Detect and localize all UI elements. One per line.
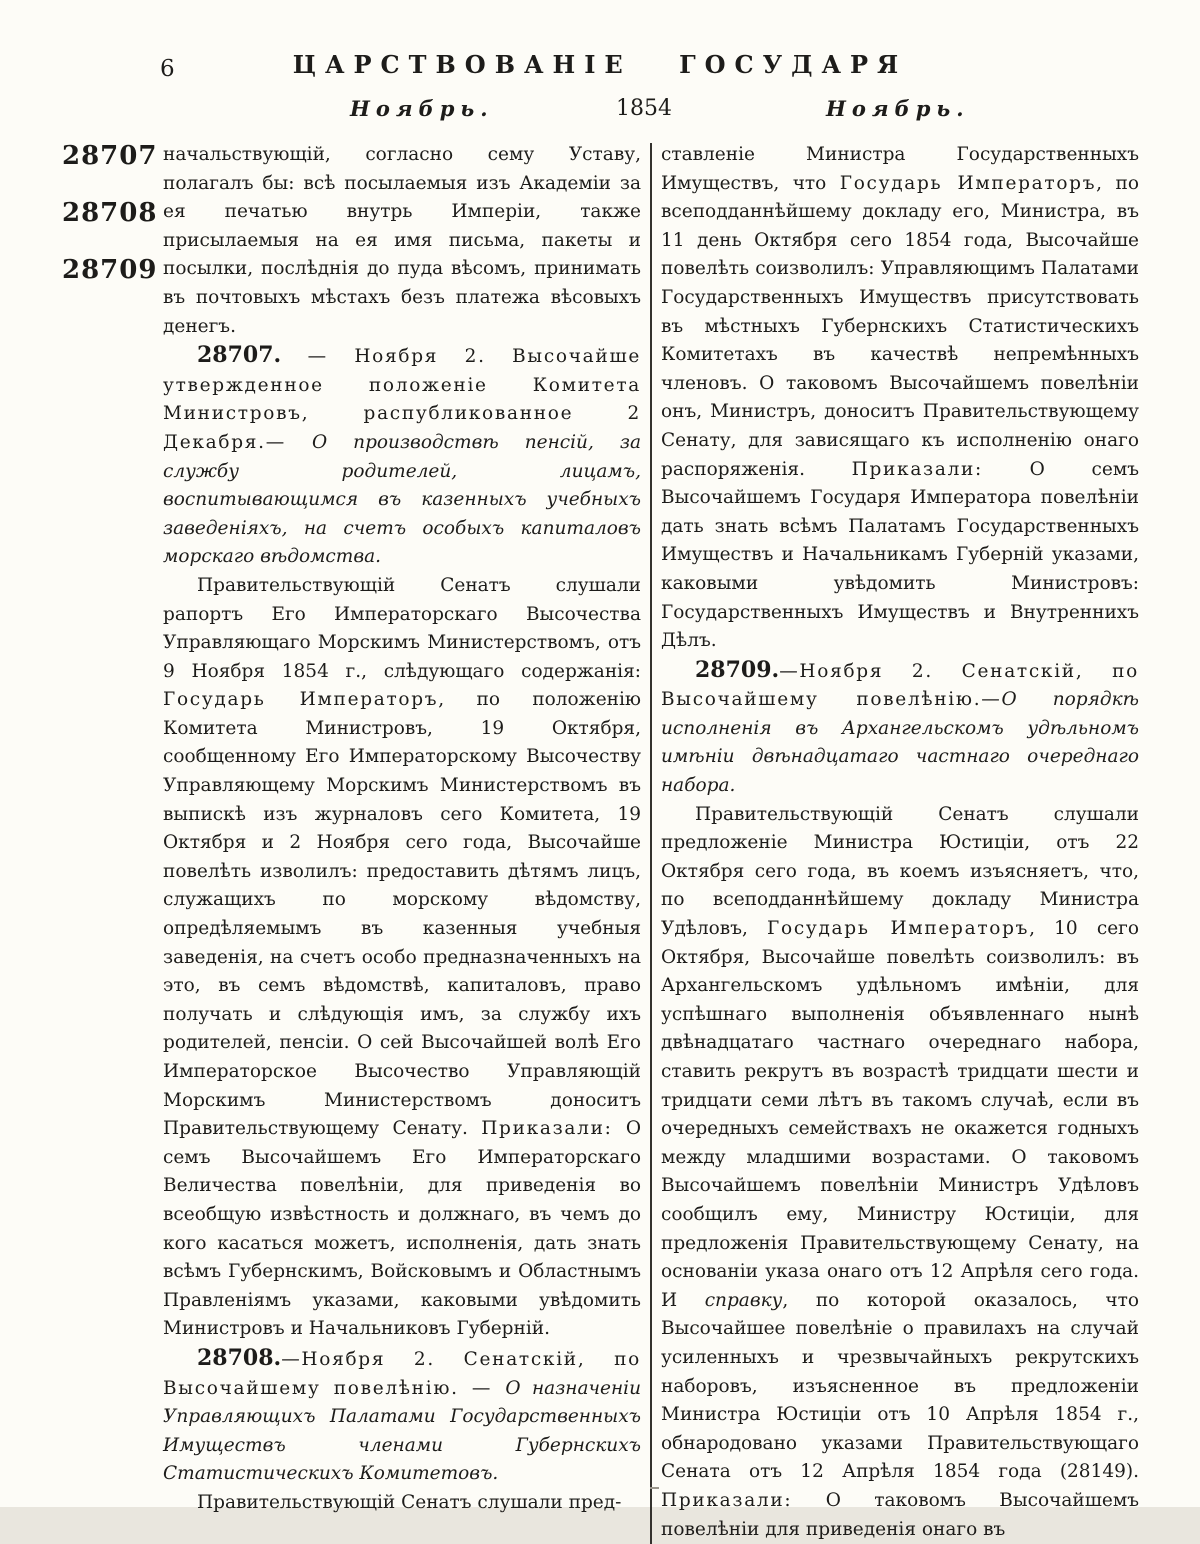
running-head [0, 50, 1200, 86]
text-segment: О семъ Высочайшемъ Государя Императора повелѣніи дать знать всѣмъ Палатамъ Государственныхъ Имуществъ и Начальникамъ Губерній указами, каковыми увѣдомить Министровъ: Государственныхъ Имуществъ и Внутреннихъ Дѣлъ. [661, 458, 1139, 652]
subheader-month-right: Ноябрь. [826, 96, 970, 121]
text-segment: , по всеподданнѣйшему докладу его, Министра, въ 11 день Октября сего 1854 года, Высочайше повелѣть соизволилъ: Управляющимъ Палатами Государственныхъ Имуществъ присутствовать въ мѣстныхъ Губернскихъ Статистическихъ Комитетахъ въ качествѣ непремѣнныхъ членовъ. О таковомъ Высочайшемъ повелѣніи онъ, Министръ, доноситъ Правительствующему Сенату, для зависящаго къ исполненію онаго распоряженія. [661, 172, 1139, 480]
text-segment: О назначеніи Управляющихъ Палатами Государственныхъ Имуществъ членами Губернскихъ Статистическихъ Комитетовъ. [163, 1377, 641, 1485]
text-segment: Правительствующій Сенатъ слушали предложеніе Министра Юстиціи, отъ 22 Октября сего года, въ коемъ изъясняетъ, что, по всеподданнѣйшему докладу Министра Удѣловъ, [661, 803, 1139, 940]
article-number: 28709. [695, 656, 780, 683]
text-segment: — Ноября 2. Высочайше утвержденное положеніе Комитета Министровъ, распубликованное 2 Декабря.— [163, 346, 641, 453]
text-segment: Правительствующій Сенатъ слушали пред- [197, 1491, 622, 1513]
paragraph [163, 341, 641, 572]
text-segment: Правительствующій Сенатъ слушали рапортъ Его Императорскаго Высочества Управляющаго Морскимъ Министерствомъ, отъ 9 Ноября 1854 г., слѣдующаго содержанія: [163, 574, 641, 682]
text-segment: , 10 сего Октября, Высочайше повелѣть соизволилъ: въ Архангельскомъ удѣльномъ имѣніи, для успѣшнаго выполненія объявленнаго нынѣ двѣнадцатаго частнаго очереднаго набора, ставить рекрутъ въ возрастѣ тридцати шести и тридцати семи лѣтъ въ такомъ случаѣ, если въ очередныхъ семействахъ не окажется годныхъ между младшими возрастами. О таковомъ Высочайшемъ повелѣніи Министръ Удѣловъ сообщилъ ему, Министру Юстиціи, для предложенія Правительствующему Сенату, на основаніи указа онаго отъ 12 Апрѣля сего года. И [661, 918, 1139, 1311]
right-column [661, 141, 1139, 1544]
margin-article-number: 28708 [62, 198, 158, 228]
text-segment: Государь Императоръ [767, 918, 1030, 940]
text-segment: О производствѣ пенсій, за службу родителей, лицамъ, воспитывающимся въ казенныхъ учебныхъ заведеніяхъ, на счетъ особыхъ капиталовъ морскаго вѣдомства. [163, 431, 641, 568]
text-segment: —Ноября 2. Сенатскій, по Высочайшему повелѣнію.— [661, 660, 1139, 711]
page-title: ЦАРСТВОВАНІЕ ГОСУДАРЯ [292, 50, 908, 79]
subheader [0, 96, 1200, 128]
two-column-text-block [163, 141, 1139, 1544]
text-segment: О таковомъ Высочайшемъ повелѣніи для приведенія онаго въ [661, 1489, 1139, 1540]
text-segment: начальствующій, согласно сему Уставу, полагалъ бы: всѣ посылаемыя изъ Академіи за ея печатью внутрь Имперіи, также присылаемыя на ея имя письма, пакеты и посылки, послѣднія до пуда вѣсомъ, принимать въ почтовыхъ мѣстахъ безъ платежа вѣсовыхъ денегъ. [163, 144, 641, 337]
footer-mark [650, 1487, 659, 1489]
article-number: 28708. [197, 1344, 282, 1371]
paragraph [661, 801, 1139, 1544]
paragraph [661, 141, 1139, 656]
text-segment: —Ноября 2. Сенатскій, по Высочайшему повелѣнію. — [163, 1348, 641, 1399]
text-segment: , по которой оказалось, что Высочайшее повелѣніе о правилахъ на случай усиленныхъ и чрезвычайныхъ рекрутскихъ наборовъ, изъясненное въ предложеніи Министра Юстиціи отъ 10 Апрѣля 1854 г., обнародовано указами Правительствующаго Сената отъ 12 Апрѣля 1854 года (28149). [661, 1289, 1139, 1483]
article-number: 28707. [197, 342, 282, 369]
text-segment: Государь Императоръ [163, 689, 439, 711]
margin-article-numbers [62, 140, 162, 311]
text-segment: О порядкѣ исполненія въ Архангельскомъ удѣльномъ имѣніи двѣнадцатаго частнаго очереднаго набора. [661, 689, 1139, 797]
paragraph [661, 656, 1139, 801]
left-column [163, 141, 641, 1544]
margin-article-number: 28709 [62, 255, 158, 285]
paragraph [163, 1489, 641, 1518]
text-segment: Государь Императоръ [839, 172, 1097, 194]
subheader-month-left: Ноябрь. [350, 96, 494, 121]
margin-article-number: 28707 [62, 141, 158, 171]
text-segment: ставленіе Министра Государственныхъ Имуществъ, что [661, 144, 1139, 194]
paragraph [163, 141, 641, 341]
paragraph [163, 1344, 641, 1489]
text-segment: справку [704, 1289, 783, 1311]
text-segment: Приказали: [851, 458, 983, 480]
text-segment: Приказали: [481, 1118, 613, 1140]
paragraph [163, 572, 641, 1344]
column-divider [650, 143, 652, 1544]
text-segment: О семъ Высочайшемъ Его Императорскаго Величества повелѣніи, для приведенія во всеобщую извѣстность и должнаго, въ чемъ до кого касаться можетъ, исполненія, дать знать всѣмъ Губернскимъ, Войсковымъ и Областнымъ Правленіямъ указами, каковыми увѣдомить Министровъ и Начальниковъ Губерній. [163, 1118, 641, 1340]
text-segment: , по положенію Комитета Министровъ, 19 Октября, сообщенному Его Императорскому Высочеству Управляющему Морскимъ Министерствомъ въ выпискѣ изъ журналовъ сего Комитета, 19 Октября и 2 Ноября сего года, Высочайше повелѣть изволилъ: предоставить дѣтямъ лицъ, служащихъ по морскому вѣдомству, опредѣляемымъ въ казенныя учебныя заведенія, на счетъ особо предназначенныхъ на это, въ семъ вѣдомствѣ, капиталовъ, право получать и слѣдующія имъ, за службу ихъ родителей, пенсіи. О сей Высочайшей волѣ Его Императорское Высочество Управляющій Морскимъ Министерствомъ доноситъ Правительствующему Сенату. [163, 689, 641, 1140]
subheader-year: 1854 [616, 96, 672, 121]
page-number: 6 [160, 56, 175, 82]
text-segment: Приказали: [661, 1489, 793, 1511]
